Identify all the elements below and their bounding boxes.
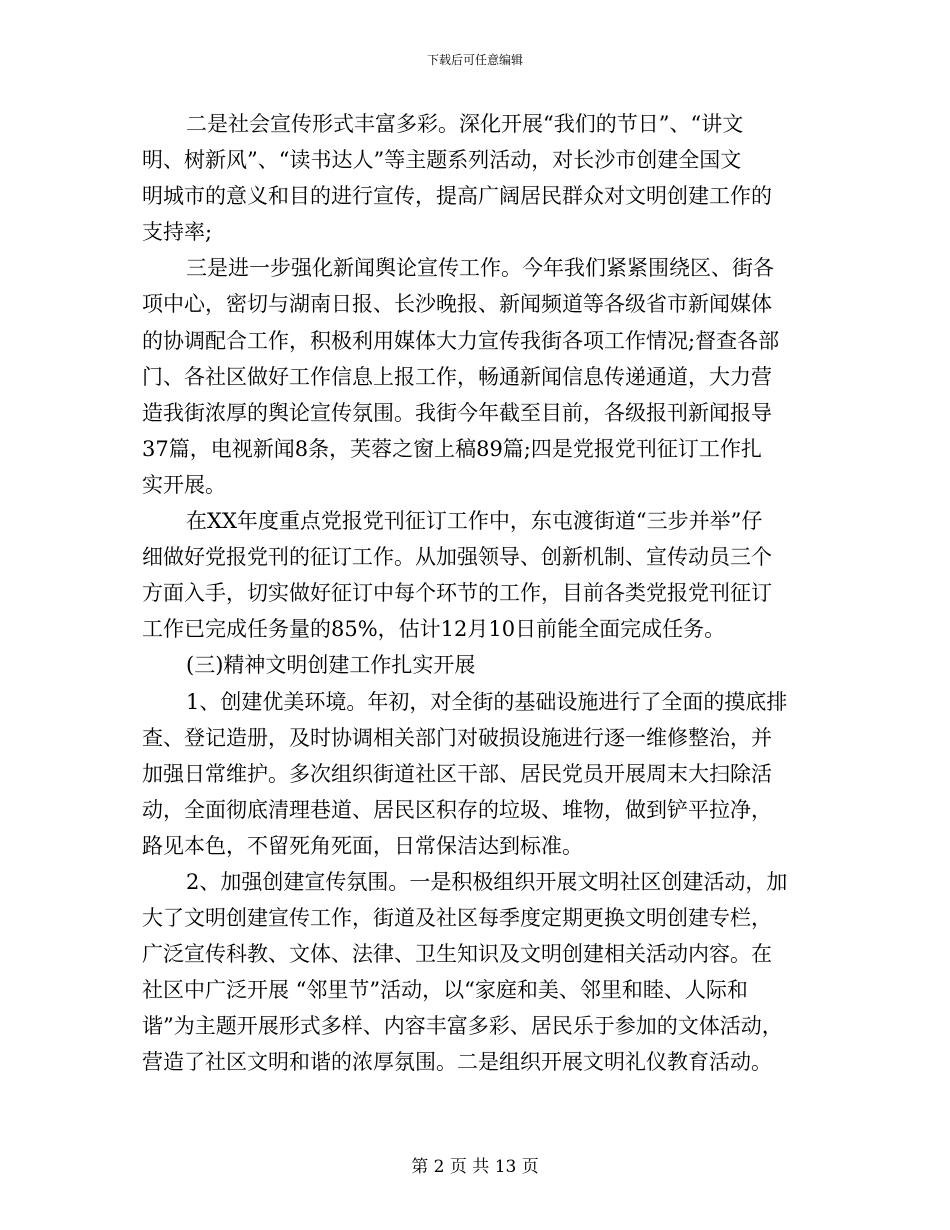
text-line: 营造了社区文明和谐的浓厚氛围。二是组织开展文明礼仪教育活动。 xyxy=(142,1050,772,1075)
text-line: 项中心，密切与湖南日报、长沙晚报、新闻频道等各级省市新闻媒体 xyxy=(142,292,772,317)
text-line: 门、各社区做好工作信息上报工作，畅通新闻信息传递通道，大力营 xyxy=(142,364,772,389)
text-line: 三是进一步强化新闻舆论宣传工作。今年我们紧紧围绕区、街各 xyxy=(186,256,774,281)
text-line: 社区中广泛开展 “邻里节”活动，以“家庭和美、邻里和睦、人际和 xyxy=(142,978,748,1003)
text-line: 工作已完成任务量的85%，估计12月10日前能全面完成任务。 xyxy=(142,617,726,642)
text-line: (三)精神文明创建工作扎实开展 xyxy=(186,653,476,678)
text-line: 1、创建优美环境。年初，对全街的基础设施进行了全面的摸底排 xyxy=(186,689,788,714)
text-line: 在XX年度重点党报党刊征订工作中，东屯渡街道“三步并举”仔 xyxy=(186,509,763,534)
page-number: 第 2 页 共 13 页 xyxy=(411,1157,539,1177)
text-line: 大了文明创建宣传工作，街道及社区每季度定期更换文明创建专栏， xyxy=(142,906,772,931)
text-line: 支持率; xyxy=(142,220,213,245)
text-line: 方面入手，切实做好征订中每个环节的工作，目前各类党报党刊征订 xyxy=(142,581,772,606)
text-line: 明、树新风”、“读书达人”等主题系列活动，对长沙市创建全国文 xyxy=(142,148,742,173)
text-line: 广泛宣传科教、文体、法律、卫生知识及文明创建相关活动内容。在 xyxy=(142,942,772,967)
header-note: 下载后可任意编辑 xyxy=(426,53,523,67)
document-body xyxy=(142,108,804,1083)
text-line: 明城市的意义和目的进行宣传，提高广阔居民群众对文明创建工作的 xyxy=(142,184,772,209)
text-line: 谐”为主题开展形式多样、内容丰富多彩、居民乐于参加的文体活动， xyxy=(142,1014,783,1039)
text-line: 实开展。 xyxy=(142,472,226,497)
text-line: 造我街浓厚的舆论宣传氛围。我街今年截至目前，各级报刊新闻报导 xyxy=(142,400,772,425)
text-line: 查、登记造册，及时协调相关部门对破损设施进行逐一维修整治，并 xyxy=(142,725,772,750)
text-line: 37篇，电视新闻8条，芙蓉之窗上稿89篇;四是党报党刊征订工作扎 xyxy=(142,436,762,461)
text-line: 二是社会宣传形式丰富多彩。深化开展“我们的节日”、“讲文 xyxy=(186,112,744,136)
text-line: 动，全面彻底清理巷道、居民区积存的垃圾、堆物，做到铲平拉净， xyxy=(142,797,772,822)
text-line: 细做好党报党刊的征订工作。从加强领导、创新机制、宣传动员三个 xyxy=(142,545,772,570)
text-line: 的协调配合工作，积极利用媒体大力宣传我街各项工作情况;督查各部 xyxy=(142,328,780,353)
text-line: 2、加强创建宣传氛围。一是积极组织开展文明社区创建活动，加 xyxy=(186,869,788,894)
text-line: 加强日常维护。多次组织街道社区干部、居民党员开展周末大扫除活 xyxy=(142,761,772,786)
text-line: 路见本色，不留死角死面，日常保洁达到标准。 xyxy=(142,833,583,858)
